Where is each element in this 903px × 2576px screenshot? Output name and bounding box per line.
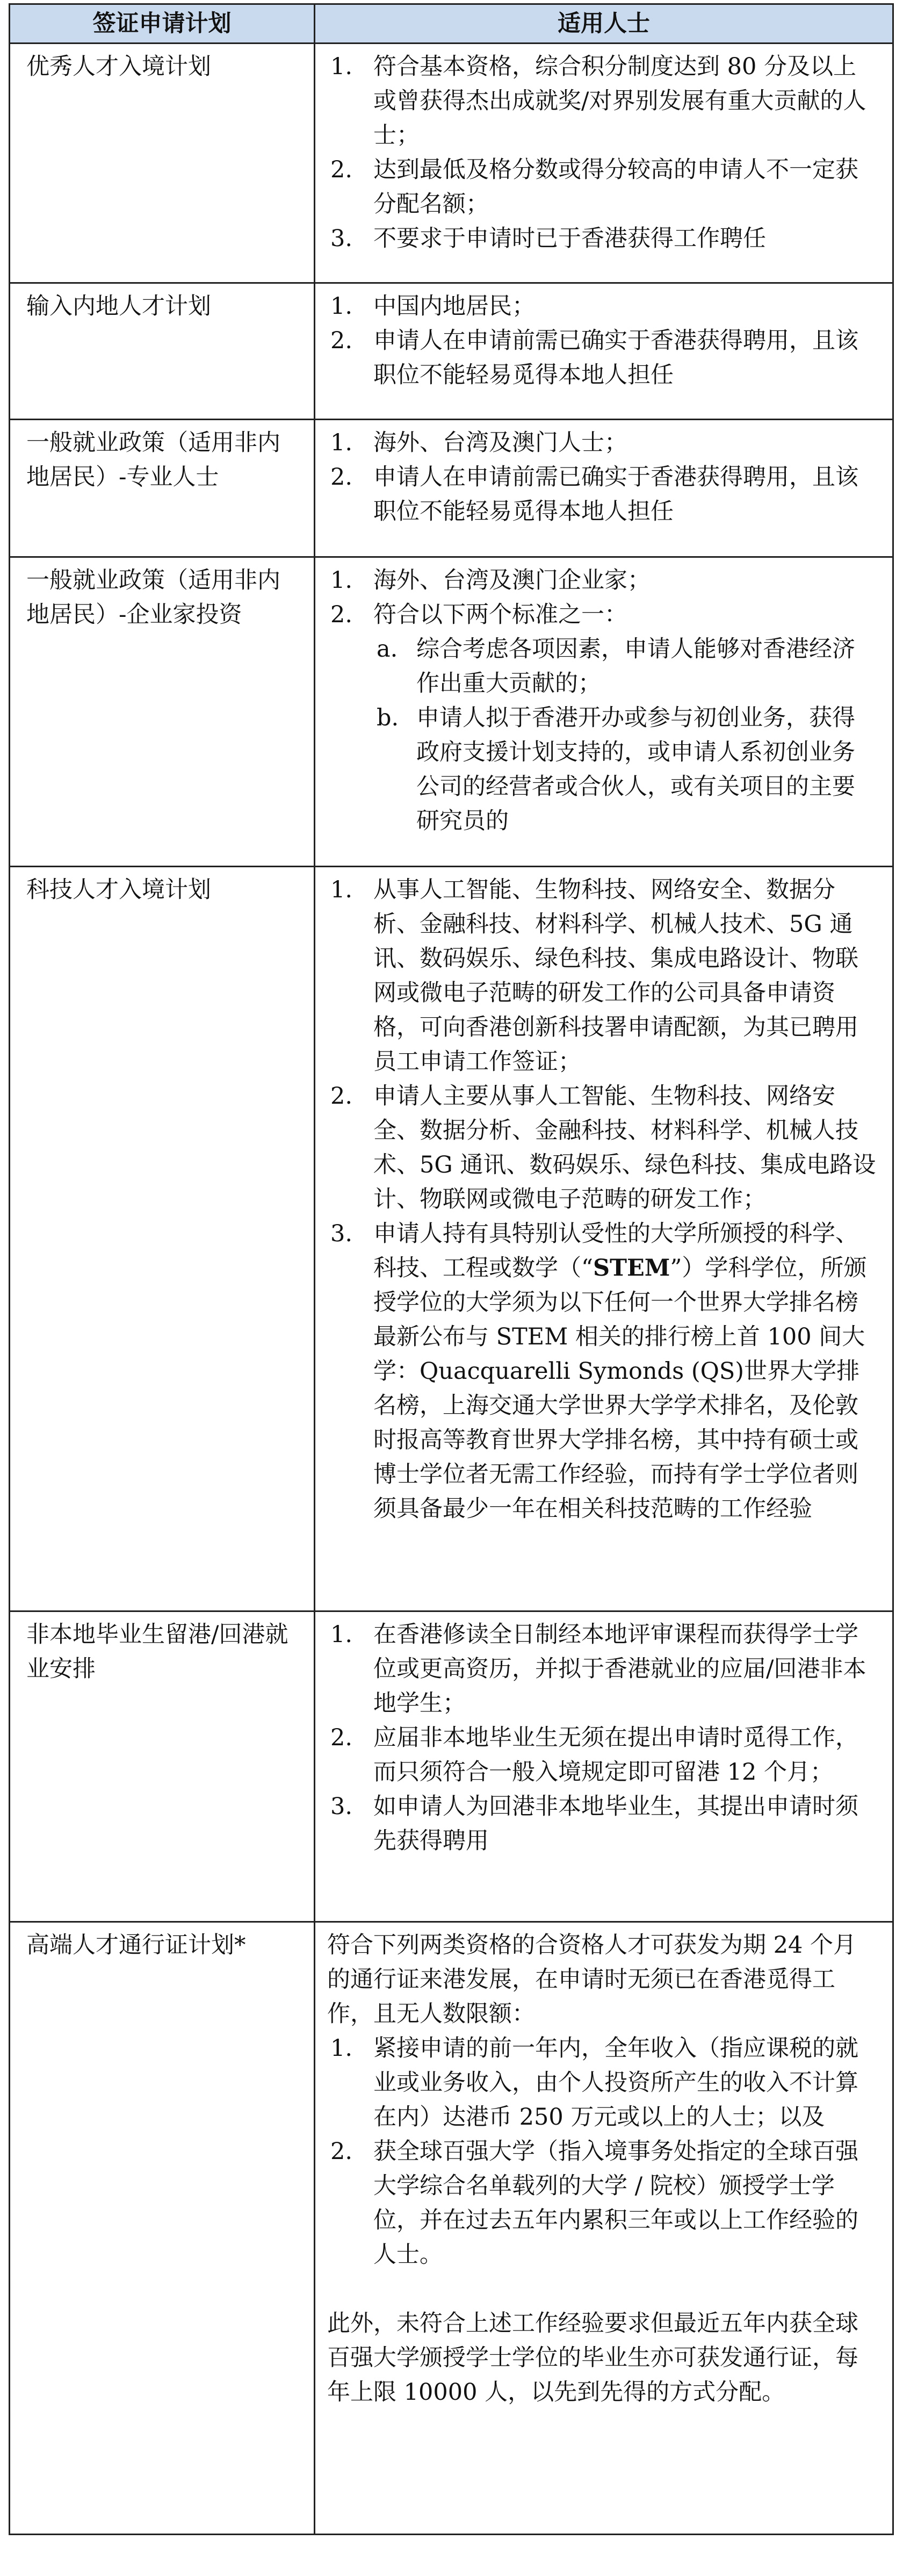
sub-list-item: [373, 701, 876, 838]
item-text: 申请人在申请前需已确实于香港获得聘用，且该职位不能轻易觅得本地人担任: [373, 327, 858, 388]
item-text: 符合以下两个标准之一：: [373, 601, 627, 628]
sub-item-letter: a.: [377, 636, 398, 663]
list-item: [327, 460, 876, 529]
item-text: 海外、台湾及澳门企业家；: [373, 567, 651, 594]
scheme-name: 一般就业政策（适用非内地居民）-专业人士: [10, 420, 315, 557]
eligibility-list: [327, 426, 876, 529]
item-text: 不要求于申请时已于香港获得工作聘任: [373, 225, 766, 252]
eligibility-cell: [315, 557, 893, 867]
item-body: [373, 598, 876, 838]
scheme-name: 科技人才入境计划: [10, 867, 315, 1611]
item-text: [373, 1217, 876, 1526]
item-text: 紧接申请的前一年内，全年收入（指应课税的就业或业务收入，由个人投资所产生的收入不计算在内）达港币 250 万元或以上的人士；以及: [373, 2035, 858, 2131]
header-scheme: 签证申请计划: [10, 4, 315, 44]
spacer: [327, 2272, 876, 2306]
item-number: 2.: [330, 464, 353, 491]
list-item: [327, 1721, 876, 1789]
list-item: [327, 598, 876, 838]
list-item: [327, 1789, 876, 1858]
list-item: [327, 221, 876, 256]
table-row: [10, 44, 893, 283]
list-item: [327, 563, 876, 598]
list-item: [327, 2031, 876, 2134]
list-item: [327, 873, 876, 1079]
scheme-name: 一般就业政策（适用非内地居民）-企业家投资: [10, 557, 315, 867]
eligibility-list: [327, 1617, 876, 1858]
item-text: 中国内地居民；: [373, 293, 535, 320]
item-number: 3.: [330, 1793, 353, 1820]
item-text: 达到最低及格分数或得分较高的申请人不一定获分配名额；: [373, 156, 858, 218]
item-number: 1.: [330, 1621, 353, 1648]
intro-paragraph: 符合下列两类资格的合资格人才可获发为期 24 个月的通行证来港发展，在申请时无须已在香港觅得工作，且无人数限额：: [327, 1932, 857, 2027]
eligibility-list: [327, 289, 876, 392]
item-text: 在香港修读全日制经本地评审课程而获得学士学位或更高资历，并拟于香港就业的应届/回港非本地学生；: [373, 1621, 866, 1717]
eligibility-list: [327, 563, 876, 838]
list-item: [327, 289, 876, 323]
scheme-name: 非本地毕业生留港/回港就业安排: [10, 1611, 315, 1922]
closing-paragraph: 此外，未符合上述工作经验要求但最近五年内获全球百强大学颁授学士学位的毕业生亦可获发通行证，每年上限 10000 人，以先到先得的方式分配。: [327, 2310, 858, 2406]
scheme-name: 优秀人才入境计划: [10, 44, 315, 283]
item-number: 1.: [330, 2035, 353, 2062]
item-number: 2.: [330, 156, 353, 183]
table-row: [10, 283, 893, 420]
table-row: [10, 1611, 893, 1922]
eligibility-cell: [315, 44, 893, 283]
table-row: [10, 867, 893, 1611]
list-item: [327, 426, 876, 460]
item-text: 申请人在申请前需已确实于香港获得聘用，且该职位不能轻易觅得本地人担任: [373, 464, 858, 525]
item-text: 申请人主要从事人工智能、生物科技、网络安全、数据分析、金融科技、材料科学、机械人技术、5G 通讯、数码娱乐、绿色科技、集成电路设计、物联网或微电子范畴的研发工作；: [373, 1083, 876, 1213]
list-item: [327, 323, 876, 392]
item-number: 1.: [330, 53, 353, 80]
list-item: [327, 1617, 876, 1721]
item-number: 2.: [330, 1724, 353, 1751]
list-item: [327, 153, 876, 221]
item-text: 获全球百强大学（指入境事务处指定的全球百强大学综合名单载列的大学 / 院校）颁授学士学位，并在过去五年内累积三年或以上工作经验的人士。: [373, 2138, 858, 2268]
item-number: 1.: [330, 429, 353, 456]
eligibility-cell: [315, 867, 893, 1611]
item-number: 2.: [330, 1083, 353, 1110]
item-number: 2.: [330, 2138, 353, 2165]
item-number: 2.: [330, 327, 353, 354]
item-number: 1.: [330, 876, 353, 903]
sub-list: [373, 632, 876, 838]
eligibility-cell: [315, 1922, 893, 2535]
list-item: [327, 49, 876, 153]
scheme-name: 高端人才通行证计划*: [10, 1922, 315, 2535]
table-row: [10, 420, 893, 557]
header-eligibility: 适用人士: [315, 4, 893, 44]
sub-list-item: [373, 632, 876, 701]
sub-item-text: 申请人拟于香港开办或参与初创业务，获得政府支援计划支持的，或申请人系初创业务公司的经营者或合伙人，或有关项目的主要研究员的: [416, 704, 855, 834]
eligibility-list: [327, 2031, 876, 2272]
visa-scheme-table: [9, 3, 894, 2535]
item-number: 3.: [330, 1220, 353, 1247]
item-number: 3.: [330, 225, 353, 252]
eligibility-cell: [315, 420, 893, 557]
item-text: 从事人工智能、生物科技、网络安全、数据分析、金融科技、材料科学、机械人技术、5G 通讯、数码娱乐、绿色科技、集成电路设计、物联网或微电子范畴的研发工作的公司具备申请资格，可向香港创新科技署申请配额，为其已聘用员工申请工作签证；: [373, 876, 858, 1075]
list-item: [327, 2134, 876, 2272]
item-text: 应届非本地毕业生无须在提出申请时觅得工作，而只须符合一般入境规定即可留港 12 个月；: [373, 1724, 858, 1786]
table-row: [10, 1922, 893, 2535]
item-number: 2.: [330, 601, 353, 628]
item-text: 海外、台湾及澳门人士；: [373, 429, 627, 456]
table-row: [10, 557, 893, 867]
list-item: [327, 1079, 876, 1217]
item-number: 1.: [330, 567, 353, 594]
item-number: 1.: [330, 293, 353, 320]
eligibility-cell: [315, 1611, 893, 1922]
eligibility-list: [327, 49, 876, 256]
sub-item-text: 综合考虑各项因素，申请人能够对香港经济作出重大贡献的；: [416, 636, 855, 697]
item-text: 如申请人为回港非本地毕业生，其提出申请时须先获得聘用: [373, 1793, 858, 1854]
item-text: 符合基本资格，综合积分制度达到 80 分及以上或曾获得杰出成就奖/对界别发展有重大贡献的人士；: [373, 53, 866, 149]
list-item: [327, 1217, 876, 1526]
scheme-name: 输入内地人才计划: [10, 283, 315, 420]
sub-item-letter: b.: [377, 704, 399, 731]
item-text-part: 申请人持有具特别认受性的大学所颁授的科学、科技、工程或数学（“: [373, 1220, 858, 1282]
table-header-row: [10, 4, 893, 44]
eligibility-list: [327, 873, 876, 1526]
stem-term: STEM: [593, 1255, 670, 1282]
item-text-part: ”）学科学位，所颁授学位的大学须为以下任何一个世界大学排名榜最新公布与 STEM 相关的排行榜上首 100 间大学：Quacquarelli Symonds (QS)世界大学排名榜，上海交通大学世界大学学术排名，及伦敦时报高等教育世界大学排名榜，其中持有硕士或博士学位者无需工作经验，而持有学士学位者则须具备最少一年在相关科技范畴的工作经验: [373, 1255, 867, 1522]
eligibility-cell: [315, 283, 893, 420]
